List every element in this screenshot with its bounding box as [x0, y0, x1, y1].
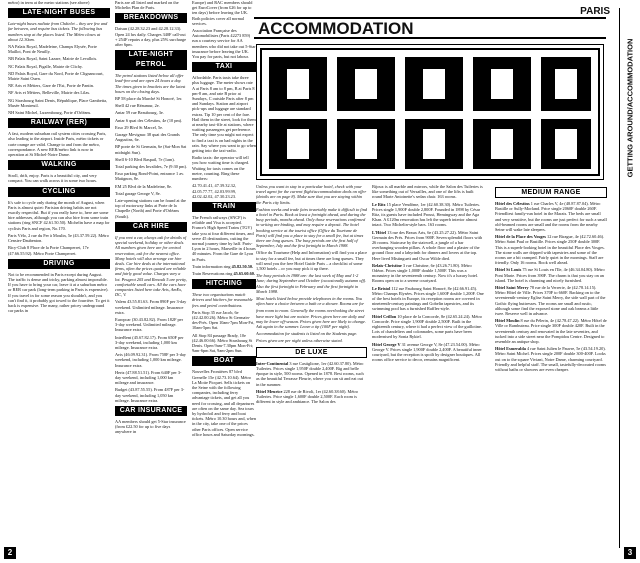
cycling-entry: Paris Vélo, 2 rue du Fer à Moulin, 5e (43.37.59.22). Métro Censier-Daubenton. [8, 232, 109, 244]
hotel-detail: 10 place de la Concorde, 8e (42.65.24.24). Métro Concorde. Price single 1,900F double 2,500F. Built in the eighteenth century, where it had a perfect view of the guillotine. Lots of chandeliers and colonnades, some parts have been modernised by Sonia Rykiel. [372, 313, 483, 340]
bus-route: ND Palais Royal, Gare du Nord, Porte de Clignancourt, Mairie Saint Ouen. [8, 70, 104, 82]
hotel-entry [372, 202, 484, 228]
hotel-detail: 112 rue Faubourg Saint Honoré, 8e (42.66.91.45). Métro Champs Elysées. Prices single 1,600F double 1,200F. One of the best hotels in Europe, its reception rooms are covered in nineteenth-century paintings and Gobelin tapestries, and its swimming pool has a furnished Raffles-style. [372, 285, 484, 312]
bus-route: NA Palais Royal, Madeleine, Champs Elysée, Porte Maillot, Pont de Neuilly. [8, 44, 97, 55]
page-number-right: 3 [624, 547, 636, 559]
hotel-name: Hôtel Crillon [372, 313, 397, 319]
petrol-entry: Total garage George V, 8e. [115, 190, 161, 196]
cycling-entry: Bicy-Club 8 Place de la Porte Champerret, 17e (47.66.55.92). Métro Porte Champerret. [8, 245, 89, 256]
driving-body: Not to be recommended in Paris except during August. The traffic is dense and tricky, parking almost impossible. If you have to bring your car, leave it at a suburban métro or RER car park (long-term parking in Paris is expensive). If you travel in for some reason you shouldn't, and you can't find it, it probably got towed to the fourrière. To get it back is expensive. The many, rather pricey underground car parks in [8, 271, 110, 314]
section-title-box [254, 17, 606, 39]
hotel-name: Hôtel des Célestins [495, 201, 530, 206]
bus-route: NC Palais Royal, Pigalle, Mairie de Clichy. [8, 63, 83, 69]
car-hire-entry: Hertz (47.88.51.51). From 640F per 3-day weekend, including 1,000 km mileage and insurance. [115, 369, 182, 386]
bus-route: NH Saint Michel, Luxembourg, Porte d'Orléans. [8, 110, 92, 116]
hotel-detail: 228 rue de Rivoli, 1er (42.60.38.60). Métro Tuileries. Price single 1,600F double 2,500F. Each room is different in style and ambiance. The Salon des [256, 388, 359, 405]
train-heading: TRAIN [192, 202, 256, 212]
left-column-2 [115, 0, 187, 548]
petrol-entry: Late-opening stations can be found at the top of motorway links at Porte de la Chapelle (North) and Porte d'Orléans (South). [115, 198, 186, 219]
hotel-detail: 3 rue Castiglione, 1er (42.60.37.80). Métro Tuileries. Prices single 1,950F double 2,400F. Big and belle époque in style, 500 rooms. Opened in 1878. Best rooms, such as the beautiful Terrasse Fleurie, where you can sit and eat out in the summer. [256, 360, 364, 387]
train-reservations [192, 271, 256, 276]
medium-range-heading: MEDIUM RANGE [495, 187, 607, 198]
association-text: Association Française des Automobilistes (Paris 42273 859) run a courtesy service for AA members who did not take out 5-Star insurance before leaving the UK. You pay for parts, but not labour. [192, 28, 256, 60]
bus-route: NB Palais Royal, Saint Lazare, Mairie de Levallois. [8, 56, 98, 62]
busy-periods-text: The busy periods in 1988 are: the last week of May and 1-2 June; during September and October (occasionally autumn off). Also the first fortnight in February and the first fortnight in March 1988. [256, 273, 367, 294]
col2-intro: Paris are all listed and marked on the Michelin Plan de Paris. [115, 0, 179, 11]
hotel-name: Relais-Christine [372, 262, 402, 268]
hotel-entry [372, 286, 484, 312]
petrol-entry: Garage Mevignac 38 quai des Grands Augustins, 6e. [115, 132, 180, 143]
meurice-continued: Bijoux is all marble and mirrors, while the Salon des Tuileries is like something out of Versailles, and one of the lifts is built round Marie Antoinette's sedan chair. 163 rooms. [372, 184, 483, 200]
col1-intro: métro) in term at the metro stations (see above) [8, 0, 90, 5]
railway-heading: RAILWAY (RER) [8, 118, 110, 128]
hotel-entry [372, 314, 484, 340]
bus-route: NF Arts et Métiers, Belleville, Mairie des Lilas. [8, 90, 91, 96]
hotel-name: Hôtel Saint Merry [495, 285, 529, 291]
prices-note: Prices given are per night unless otherwise stated. [256, 338, 343, 344]
train-info [192, 264, 256, 269]
late-night-petrol-heading: LATE-NIGHT PETROL [115, 50, 187, 70]
car-insurance-body: AA members should get 5-Star insurance (from £22.50 for up to five days anywhere in [115, 418, 186, 435]
car-hire-entry: Budget (43.87.55.55). From 487F per 3-day weekend, including 1,050 km mileage. Insurance extra. [115, 387, 185, 403]
car-hire-entry: InterRent (45.67.82.17). From 650F per 3-day weekend, including 1,000 km mileage. Insurance extra. [115, 334, 184, 350]
accommodation-intro: Unless you want to stay in a particular hotel, check with your travel agent for the current flight/accommodation deals on offer (details are on page 8). Make sure that you are staying within the Paris city limits. [256, 184, 367, 205]
petrol-entry: Shell 42 rue Réaumur, 2e. [115, 103, 160, 109]
cycling-body: It's safe to cycle only during the month of August, when Paris is almost quiet: Parisian driving habits are not exactly respectful. But if you really have to, here are some hire addresses, although you can also hire from some train stations (ring SNCF 42.61.50.50). Michelin have a map for cyclists Paris and region, No.170. [8, 199, 110, 231]
train-body: The French railways (SNCF) is reliable and Visa is accepted. France's High Speed Trains (TGV) take you at four different times, and serve 45 destinations, cutting the normal journey time by half. Paris-Lyon in 2 hours, Marseille in 4 hours 40 minutes. From the Gare de Lyon in Paris. [192, 214, 256, 262]
tourist-office-text: Office du Tourisme (Help and Information) will find you a place to stay for a small fee, but at times there are long queues. They will send you the free Hotel Guide Paris – a checklist of some 1,500 hotels – or you may pick it up there. [256, 250, 367, 272]
hitching-entry: Paris Stop 35 rue Jacob, 6e (42.42.00.26). Métro St Germain-des-Prés. Open 10am-7pm Mon-Fri, 10am-5pm Sat. [192, 309, 255, 331]
car-hire-entry: Avis (46.09.92.31). From 758F per 3-day weekend, including 1,000 km mileage. Insurance extra. [115, 352, 186, 368]
hotel-detail: 3 rue Christine, 6e (43.26.71.80). Métro Odéon. Prices single 1,000F double 1,500F. This was a monastery in the seventeenth century. Now it's a luxury hotel. Rooms open on to a serene courtyard. [372, 262, 479, 284]
hotel-name: Hôtel St Louis [495, 267, 522, 273]
late-night-buses-heading: LATE-NIGHT BUSES [8, 8, 110, 18]
petrol-entry: Esso 29 Blvd St Marcel, 5e. [115, 124, 164, 130]
hotel-detail: 78 rue de la Verrerie, 4e (42.78.14.15). Métro Hôtel de Ville. Prices 370F to 660F. Backing on to the seventeenth-century Eglise Saint Merry, the side wall part of the Gothic flying buttresses. The rooms are small and rustic, although some find the exposed stone and oak beams a little twee. Reserve well in advance. [495, 285, 606, 317]
hotel-detail: 1 rue Charles V, 4e (48.87.87.04). Métro Bastille or Sully-Morland. Price single 2060F double 260F. Friendliest family-run hotel in the Marais. The beds are small and very sensitive, but the rooms are just perfect for such a small old-beamed rooms are small and the rooms from the nearby Seine will wake late sleepers. [495, 201, 607, 233]
hotel-entry [495, 318, 607, 344]
petrol-entry: Shell 6-10 Blvd Raspail, 7e (1am). [115, 156, 175, 162]
hotel-entry [495, 201, 607, 232]
hitching-heading: HITCHING [192, 279, 256, 289]
petrol-entry: Antar 59 rue Beaubourg, 3e. [115, 110, 164, 116]
walking-heading: WALKING [8, 160, 110, 170]
train-res-label: Train Reservations ring [192, 270, 233, 276]
petrol-entry: Total parking des Invalides, 7e (9:30 pm). [115, 164, 187, 170]
car-hire-entry: Valem 43.55.81.63. From 890F per 3-day weekend. Unlimited mileage. Insurance extra. [115, 299, 187, 315]
hotel-detail: 4 rue Saint Julien le Pauvre, 5e (43.54.19.20). Métro Saint Michel. Prices single 200F double 300-400F. Looks out on to the square Viviani, Notre Dame, charming courtyard. Friendly and helpful staff. The small, tastefully-decorated rooms without baths or showers are even cheaper. [495, 346, 606, 373]
hotel-name: Hôtel George V [372, 341, 401, 347]
hotel-entry [372, 263, 484, 284]
driving-heading: DRIVING [8, 259, 110, 269]
car-hire-intro: If you rent a car, always ask for details of special weekend, holiday or other deals. All numbers given here are for central reservation, ask for the nearest office. Many hotels will also arrange car hire deals. Car hire deals at the international firms, often the prices quoted are reliable and fairly good value. Charges vary a lot. Peugeot 205 and Renault 5 are pretty, comfortable small cars. All the cars have companies listed here take Avis, AmEx, DC, V. [115, 234, 187, 298]
hotel-detail: 75 rue St Louis en l'Ile, 4e (46.34.04.80). Métro Pont Marie. Prices from 390F. The charm is that you stay on an island. The hotel is charming and nicely furnished. [495, 267, 605, 283]
hotel-detail: 31 avenue George V, 8e (47.23.54.00). Métro George V. Prices single 1,900F double 2,400F. A beautiful inner courtyard, but the reception is spoilt by designer boutiques. All rooms office service to decor, remains magnificent. [372, 341, 482, 363]
train-info-label: Train information ring [192, 263, 231, 269]
side-tab-rule [619, 8, 620, 548]
boat-body: Nouvelles Frontières 87 blvd Grenelle 15e (42.73.10.64). Métro La Motte Picquet. Sells tickets on the Seine with the following companies, including ferry advantage tickets, and get all you need for crossing, and all departures are often on the same day. Sea tours by hydrofoil and ferry and boat tickets. Métro 10.30 hours and, when in the city, take one of the prices other Paris offices. Open service office hours and Saturday mornings. [192, 369, 256, 437]
side-tab-label: GETTING AROUND/ACCOMMODATION [625, 38, 635, 178]
bus-route: NE Arts et Métiers, Gare de l'Est, Porte de Pantin. [8, 83, 94, 89]
hotel-entry [372, 342, 484, 363]
hotel-detail: 12 rue Birague, 4e (42.72.60.46). Métro Saint Paul or Bastille. Prices single 250F double 300F. This is a superb-looking hotel in the beautiful Place des Vosges. The stone walls are dripped with tapestries and some of the rooms are a bit cramped. Fairly quiet in the mornings. Staff are friendly. Only 16 rooms. Book well ahead. [495, 234, 605, 266]
car-insurance-heading: CAR INSURANCE [115, 406, 187, 416]
right-column-6 [495, 184, 607, 548]
train-res-number: 45.65.60.60. [233, 270, 255, 276]
walking-body: Stroll, drift, enjoy. Paris is a beautiful city, and very compact. You can walk across it in some two hours. [8, 173, 98, 184]
hotel-name: Le Bristol [372, 285, 391, 291]
petrol-entry: Esso parking Rond-Point, entrance 1 av. Matignon, 8e. [115, 171, 185, 182]
late-night-buses-intro: Late-night buses radiate from Châtelet – they are few and far between, and require bus tickets. The following bus numbers stop at the places listed. The Métro closes at about 12.30am. [8, 21, 108, 42]
de-luxe-heading: DE LUXE [256, 347, 367, 358]
hotel-entry [256, 361, 367, 387]
hotel-entry [495, 346, 607, 372]
right-column-5 [372, 184, 484, 548]
students-note: Accommodation for students is listed on the Students page. [256, 331, 358, 337]
breakdowns-heading: BREAKDOWNS [115, 13, 187, 23]
hotel-detail: 15 place Vendôme, 1er (42.60.38.30). Métro Tuileries. Prices single 1,900F double 2,800F. Founded in 1898 by César Ritz, its guests have included Proust, Hemingway and the Aga Khan. A £120m renovation has left the superb interior almost intact. Two Michelin-style bars. 163 rooms. [372, 201, 481, 228]
train-info-number: 45.82.50.50. [231, 263, 254, 269]
car-hire-entry: Europcar (30.43.82.82). From 182F per 3-day weekend. Unlimited mileage. Insurance extra. [115, 316, 184, 333]
hotel-detail: 8 rue du Pélerin, 4e (42.78.47.22). Métro Hôtel de Ville or Rambuteau. Price single 300F double 420F. Built in the seventeenth century and renovated in the late seventies, and tucked into a side street near the Pompidou Centre. Designed to resemble an antique shop. [495, 318, 607, 345]
cycling-heading: CYCLING [8, 187, 110, 197]
hotel-detail: 13 rue des Beaux Arts, 6e (43.25.27.22). Métro Saint Germain des Prés. Prices from 900F. Seven splendid floors with 26 rooms. Staircase by the stairwell, a jungle of a bar overhanging wooden pillars. A whole floor and a plaster of the ground floor and a labyrinth for dinners and lovers at the top. Here lived Mistinguett and Oscar Wilde died. [372, 229, 483, 261]
boat-heading: BOAT [192, 356, 256, 366]
hotel-entry [495, 285, 607, 316]
hotel-name: Hôtel Meurice [256, 388, 283, 394]
side-tab [620, 8, 640, 208]
hotel-name: Hôtel Moulin [495, 318, 520, 324]
radio-taxi-intro: Radio taxis: the operator will tell you how waiting time is charged. Waiting for taxis comes on the metre, counting. Ring these numbers: [192, 155, 250, 182]
page-number-left: 2 [4, 547, 16, 559]
taxi-heading: TAXI [192, 62, 256, 72]
hotel-entry [372, 230, 484, 261]
room-notes-text: from room to room. Generally the rooms overlooking the street have more light but are noisier. Prices given here are daily and may be lower off-season. Prices given here are likely to change. Ask again in the summer. Leave a tip (100F per night). [256, 308, 366, 330]
right-column-4 [256, 184, 367, 548]
petrol-entry: BP 58 place du Marché St Honoré, 1er. [115, 96, 183, 102]
hotel-photo [256, 44, 604, 180]
hotel-entry [495, 267, 607, 283]
hotel-entry [256, 389, 367, 405]
radio-taxi-numbers: 42.70.41.41, 47.39.32.32, 42.05.77.77, 42.03.99.99, 42.02.42.02, 47.30.23.23. [192, 183, 237, 199]
hitching-intro: These two organisations match drivers and hitchers for reasonable fees and petrol contributions. [192, 292, 253, 308]
hotel-name: Hôtel de la Place des Vosges [495, 234, 546, 240]
taxi-body: Affordable. Paris taxis take three plus luggage. The meter shows rate A at Paris 8 am to 8 pm, B at Paris 8 pm-8 am, and rate B prior at Sundays, C outside Paris after 8 pm and Sundays. Station and airport pick-ups and luggage are standard extras. Tip 10 per cent of the fare. Hail them in the street, look for them at nearby taxi-file at stations, where waiting passengers get preference. The only time you might not expect to find a taxi is on bad nights in the rain. Say where you want to go when getting into the taxi-radio. [192, 75, 256, 154]
hotel-name: Inter-Continental [256, 360, 289, 366]
col3-intro: Europe) and RAC members should get EuroCover (from £26 for up to ten days) before leaving the UK. Both policies cover all normal services. [192, 0, 253, 26]
breakdowns-body: Datsun (42.28.32.23 and 42.28.12.33). Open 24 hrs daily. Charges 340F call-out + 254F repairs a day, plus 25% surcharge after 6pm. [115, 26, 187, 48]
hotel-name: Hôtel Esmeralda [495, 346, 526, 352]
left-column-3 [192, 0, 256, 548]
railway-body: A fast, modern suburban rail system cities crossing Paris, also leading to the airport. Inside Paris, métro tickets or carte orange are valid. Change to and from the métro, correspondance. A new RER/métro link is now in operation at St Michel-Notre Dame. [8, 131, 107, 158]
left-column-1 [8, 0, 110, 548]
hotel-notes-text: Most hotels listed below provide telephones in the rooms. You often have a choice between a bath or a shower. Rooms are for [256, 296, 365, 307]
late-petrol-intro: The petrol stations listed below all offer lead-free and are open 24 hours a day. The times given in brackets are the latest hours on the closing days. [115, 73, 186, 94]
hotel-facade-illustration [257, 45, 603, 179]
hotel-name: Le Ritz [372, 201, 386, 207]
petrol-entry: BP porte de St Germain, 6e (Sat-Mon Sat midnight Sun). [115, 144, 187, 155]
bus-route: NG Strasbourg Saint Denis, République, Place Gambetta, Musée Montreuil. [8, 97, 108, 108]
accommodation-intro-2: Fashion weeks and trade fairs invariably make it difficult to find a hotel in Paris. Book at least a fortnight ahead, and during the busy periods, months ahead. Only those reservations confirmed in writing are binding, and may require a deposit. The hotel booking service at the tourist office (Office du Tourisme de Paris) will find you a place to stay for a small fee, but at times there are long queues. The busy periods are the first half of September, July and the first fortnight in March 1988. [256, 206, 367, 249]
car-hire-heading: CAR HIRE [115, 222, 187, 232]
hotel-name: L'Hôtel [372, 229, 387, 235]
section-title: ACCOMMODATION [258, 19, 414, 38]
hotel-entry [495, 234, 607, 265]
hitching-entry: All Stop 84 passage Brady, 10e (42.46.00.66). Métro Strasbourg St Denis. Open 9am-7.30pm Mon-Fri; 9am-6pm Sat, 9am-2pm Sun. [192, 332, 254, 354]
petrol-entry: Antar 6 quai des Célestins, 4e (10 pm). [115, 117, 183, 123]
petrol-entry: EM 25 Blvd de la Madeleine, 8e. [115, 183, 173, 189]
city-label: PARIS [580, 6, 610, 17]
